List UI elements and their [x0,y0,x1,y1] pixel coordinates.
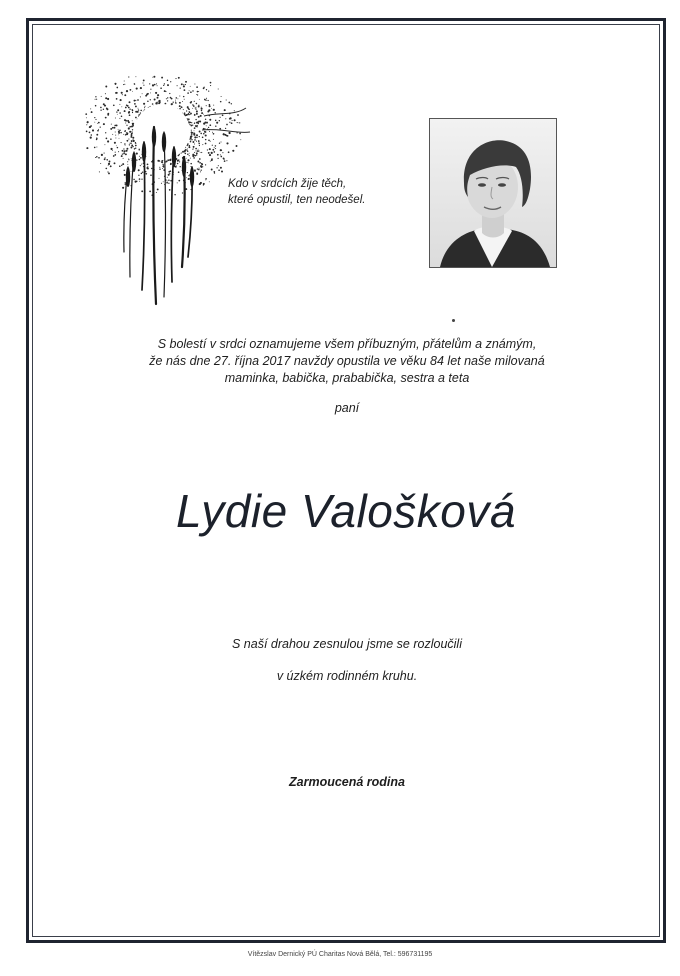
deceased-name: Lydie Valošková [176,485,516,537]
motto-line: které opustil, ten neodešel. [228,194,366,206]
print-speck [452,319,455,322]
announcement [60,336,634,387]
footer-printer-info: Vítězslav Dernický PÚ Charitas Nová Bělá, Tel.: 596731195 [247,951,433,958]
announcement-line: maminka, babička, prababička, sestra a teta [224,371,470,385]
farewell-line: S naší drahou zesnulou jsme se rozloučili [232,637,462,651]
signature: Zarmoucená rodina [289,775,405,789]
farewell-text [60,628,634,692]
motto-line: Kdo v srdcích žije těch, [228,178,347,190]
farewell-line: v úzkém rodinném kruhu. [276,669,418,683]
honorific-title: paní [334,401,360,415]
portrait-photo [429,118,557,268]
announcement-line: že nás dne 27. října 2017 navždy opustila ve věku 84 let naše milovaná [149,354,545,368]
announcement-line: S bolestí v srdci oznamujeme všem příbuzným, přátelům a známým, [157,337,537,351]
motto [228,176,418,208]
